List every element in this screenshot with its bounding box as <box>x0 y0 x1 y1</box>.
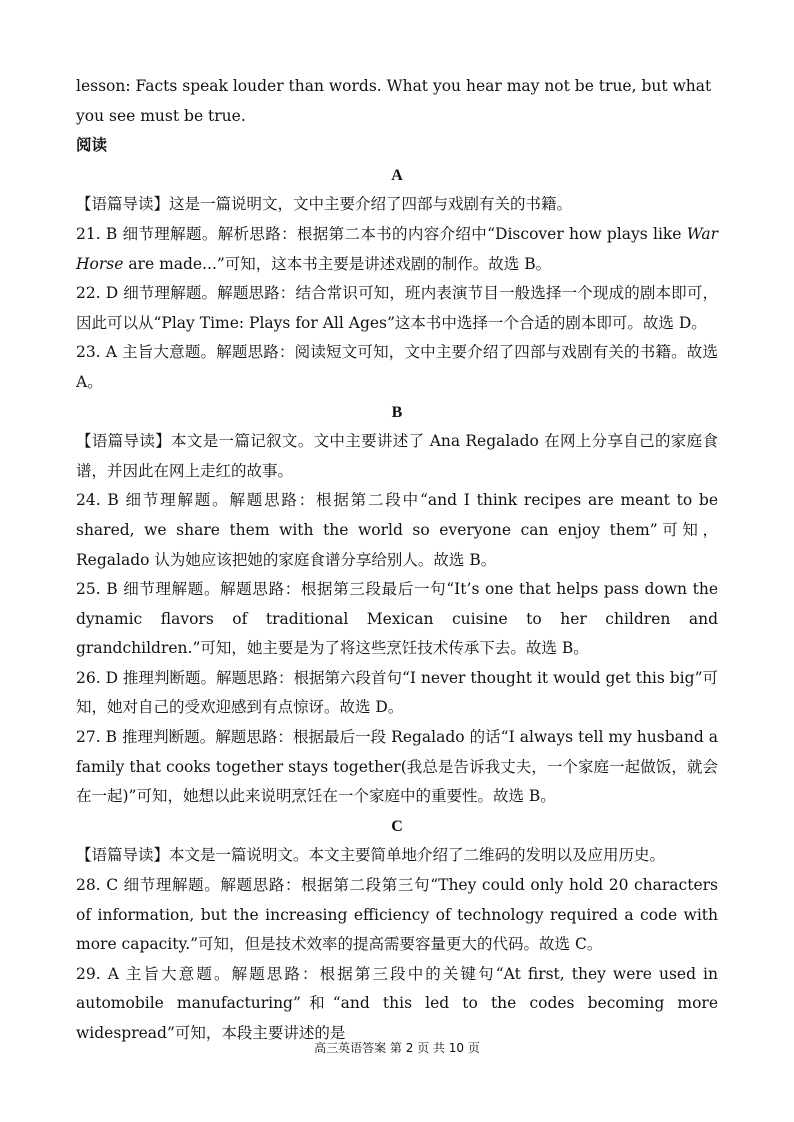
answer-21-title: War Horse <box>76 224 718 273</box>
answer-23: 23. A 主旨大意题。解题思路：阅读短文可知，文中主要介绍了四部与戏剧有关的书籍。故选 A。 <box>76 343 718 391</box>
answer-24: 24. B 细节理解题。解题思路：根据第二段中“and I think recipes are meant to be shared, we share them with the world so everyone can enjoy them”可知，Regalado 认为她应该把她的家庭食谱分享给别人。故选 B。 <box>76 491 718 569</box>
answer-22: 22. D 细节理解题。解题思路：结合常识可知，班内表演节目一般选择一个现成的剧本即可，因此可以从“Play Time: Plays for All Ages”这本书中选择一个合适的剧本即可。故选 D。 <box>76 284 718 332</box>
section-a-intro: 【语篇导读】这是一篇说明文，文中主要介绍了四部与戏剧有关的书籍。 <box>76 195 573 214</box>
answer-21-text-end: are made...”可知，这本书主要是讲述戏剧的制作。故选 B。 <box>123 254 552 273</box>
answer-21 <box>76 220 718 279</box>
section-a-heading: A <box>391 166 403 184</box>
section-c-heading: C <box>391 817 403 835</box>
top-paragraph: lesson: Facts speak louder than words. What you hear may not be true, but what you see must be true. <box>76 77 712 125</box>
answer-25: 25. B 细节理解题。解题思路：根据第三段最后一句“It’s one that helps pass down the dynamic flavors of traditional Mexican cuisine to her children and grandchildren.”可知，她主要是为了将这些烹饪技术传承下去。故选 B。 <box>76 580 718 658</box>
answer-21-text: 21. B 细节理解题。解析思路：根据第二本书的内容介绍中“Discover how plays like <box>76 224 687 243</box>
section-b-heading: B <box>391 403 403 421</box>
section-b-intro: 【语篇导读】本文是一篇记叙文。文中主要讲述了 Ana Regalado 在网上分享自己的家庭食谱，并因此在网上走红的故事。 <box>76 432 718 480</box>
answer-29: 29. A 主旨大意题。解题思路：根据第三段中的关键句“At first, they were used in automobile manufacturing”和“and this led to the codes becoming more widespread”可知，本段主要讲述的是 <box>76 964 718 1042</box>
section-c-intro: 【语篇导读】本文是一篇说明文。本文主要简单地介绍了二维码的发明以及应用历史。 <box>76 846 666 865</box>
answer-27: 27. B 推理判断题。解题思路：根据最后一段 Regalado 的话“I always tell my husband a family that cooks together stays together(我总是告诉我丈夫，一个家庭一起做饭，就会在一起)”可知，她想以此来说明烹饪在一个家庭中的重要性。故选 B。 <box>76 728 718 806</box>
answer-26: 26. D 推理判断题。解题思路：根据第六段首句“I never thought it would get this big”可知，她对自己的受欢迎感到有点惊讶。故选 D。 <box>76 668 718 717</box>
answer-page <box>76 72 718 1049</box>
reading-heading: 阅读 <box>76 136 108 155</box>
answer-28: 28. C 细节理解题。解题思路：根据第二段第三句“They could only hold 20 characters of information, but the increasing efficiency of technology required a code with more capacity.”可知，但是技术效率的提高需要容量更大的代码。故选 C。 <box>76 876 718 954</box>
page-footer: 高三英语答案 第 2 页 共 10 页 <box>314 1041 480 1055</box>
